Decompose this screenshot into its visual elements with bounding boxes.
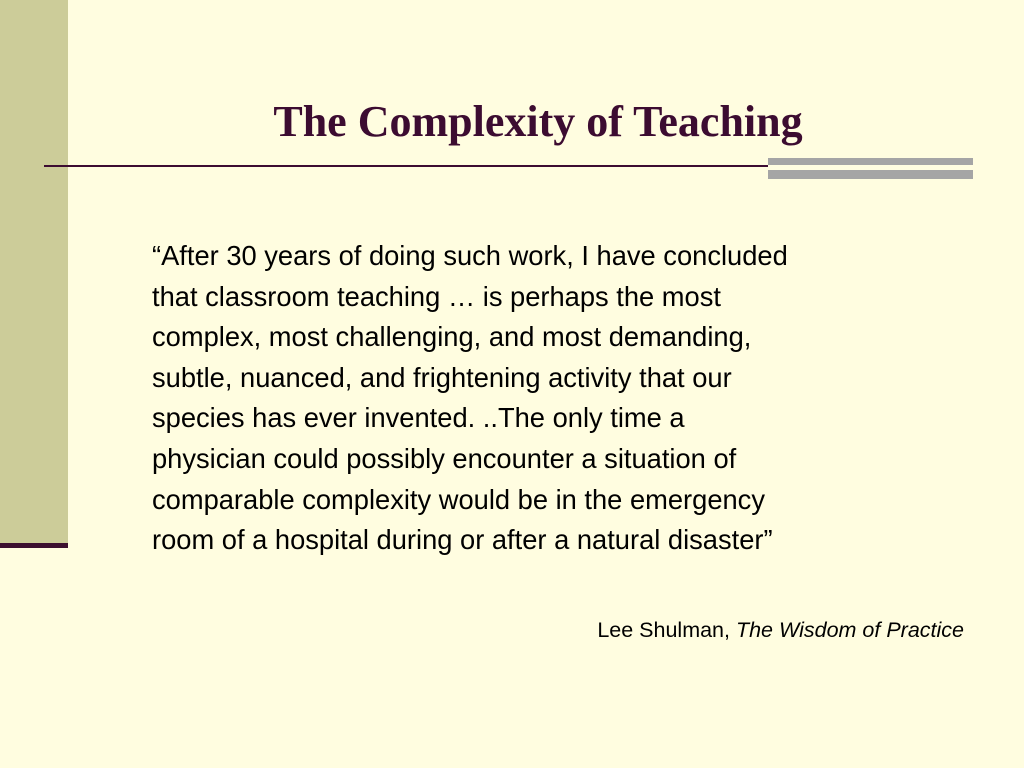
- attribution-work-title: The Wisdom of Practice: [735, 618, 964, 642]
- left-decorative-bar: [0, 0, 68, 547]
- title-underline: [44, 165, 768, 167]
- left-accent-line: [0, 543, 68, 548]
- attribution-author: Lee Shulman,: [597, 618, 736, 642]
- quote-text: “After 30 years of doing such work, I have concluded that classroom teaching … is perhaps the most complex, most challenging, and most demanding, subtle, nuanced, and frightening activity that our species has ever invented. ..The only time a physician could possibly encounter a situation of comparable complexity would be in the emergency room of a hospital during or after a natural disaster”: [152, 240, 788, 556]
- title-underline-gray-block: [768, 158, 973, 179]
- slide-title: The Complexity of Teaching: [273, 97, 803, 147]
- quote-attribution: [597, 618, 964, 643]
